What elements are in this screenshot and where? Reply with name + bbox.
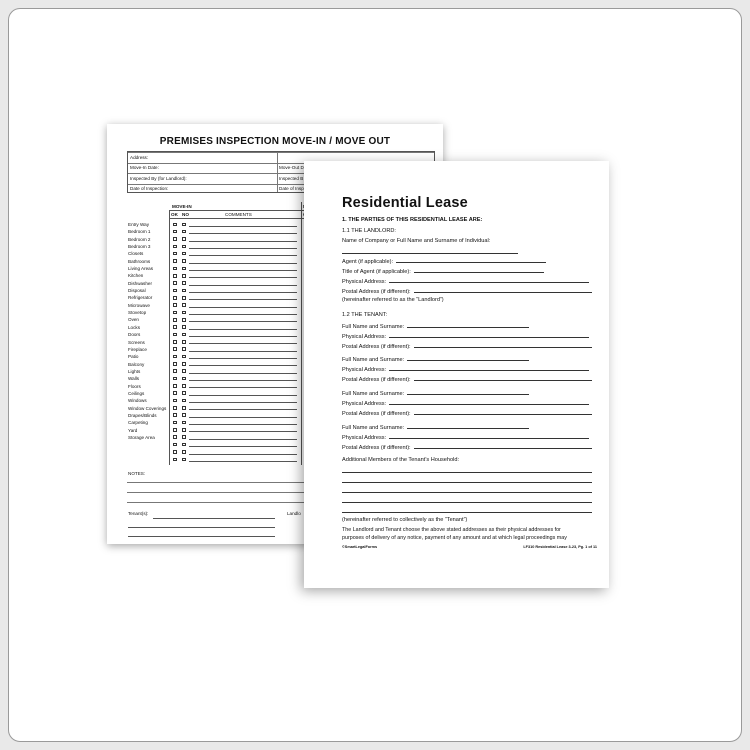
room-label: Bedroom 3 <box>128 244 151 250</box>
no-checkbox[interactable] <box>182 413 186 417</box>
room-label: Window Coverings <box>128 405 167 411</box>
checklist-row <box>171 390 297 397</box>
no-checkbox[interactable] <box>182 318 186 322</box>
no-checkbox[interactable] <box>182 443 186 447</box>
tenant-heading: 1.2 THE TENANT: <box>342 312 388 318</box>
comment-line[interactable] <box>189 409 297 410</box>
comment-line[interactable] <box>189 380 297 381</box>
room-label: Locks <box>128 324 141 330</box>
ok-checkbox[interactable] <box>173 259 177 263</box>
no-checkbox[interactable] <box>182 259 186 263</box>
landlord-heading: 1.1 THE LANDLORD: <box>342 228 396 234</box>
ok-checkbox[interactable] <box>173 421 177 425</box>
ok-checkbox[interactable] <box>173 435 177 439</box>
ok-checkbox[interactable] <box>173 391 177 395</box>
header-inspection-date-right-label: Date of Insp <box>279 186 304 191</box>
landlord-postal-address-label: Postal Address (if different): <box>342 289 411 295</box>
room-label: Dishwasher <box>128 280 152 286</box>
room-label: Kitchen <box>128 273 144 279</box>
room-label: Microwave <box>128 302 150 308</box>
no-checkbox[interactable] <box>182 369 186 373</box>
ok-checkbox[interactable] <box>173 296 177 300</box>
household-line <box>342 512 592 513</box>
no-checkbox[interactable] <box>182 252 186 256</box>
ok-checkbox[interactable] <box>173 428 177 432</box>
no-checkbox[interactable] <box>182 362 186 366</box>
room-label <box>128 456 166 463</box>
room-label: Walls <box>128 376 140 382</box>
header-movein-date-label: Move-In Date: <box>130 165 159 170</box>
no-checkbox[interactable] <box>182 230 186 234</box>
footer-brand: ©SmartLegalForms <box>342 545 378 549</box>
comment-line[interactable] <box>189 417 297 418</box>
header-address-label: Address: <box>130 154 149 160</box>
comment-line[interactable] <box>189 299 297 300</box>
no-checkbox[interactable] <box>182 303 186 307</box>
checklist-row <box>171 427 297 434</box>
comment-line[interactable] <box>189 446 297 447</box>
room-label: Patio <box>128 354 139 360</box>
ok-checkbox[interactable] <box>173 274 177 278</box>
room-label: Bathrooms <box>128 258 151 264</box>
household-line <box>342 472 592 473</box>
ok-checkbox[interactable] <box>173 325 177 329</box>
room-label <box>128 441 166 448</box>
household-line <box>342 492 592 493</box>
room-label: Living Areas <box>128 266 154 272</box>
checklist-row <box>171 405 297 412</box>
landlord-name-label: Name of Company or Full Name and Surname of Individual: <box>342 238 491 244</box>
comment-line[interactable] <box>189 314 297 315</box>
comment-line[interactable] <box>189 395 297 396</box>
no-checkbox[interactable] <box>182 267 186 271</box>
comment-line[interactable] <box>189 424 297 425</box>
room-label: Balcony <box>128 361 145 367</box>
header-inspected-by-right-label: Inspected B <box>279 175 304 181</box>
comment-line[interactable] <box>189 387 297 388</box>
tenant1-postal-address-label: Postal Address (if different): <box>342 344 411 350</box>
no-checkbox[interactable] <box>182 281 186 285</box>
comment-line[interactable] <box>189 307 297 308</box>
ok-checkbox[interactable] <box>173 311 177 315</box>
ok-checkbox[interactable] <box>173 333 177 337</box>
comment-line[interactable] <box>189 336 297 337</box>
no-checkbox[interactable] <box>182 428 186 432</box>
ok-checkbox[interactable] <box>173 245 177 249</box>
room-label: Fireplace <box>128 346 147 352</box>
ok-checkbox[interactable] <box>173 230 177 234</box>
ok-checkbox[interactable] <box>173 252 177 256</box>
comment-line[interactable] <box>189 461 297 462</box>
header-inspection-date-label: Date of Inspection: <box>130 186 169 191</box>
room-label: Bedroom 1 <box>128 229 151 235</box>
checklist-row <box>171 258 297 265</box>
no-checkbox[interactable] <box>182 399 186 403</box>
checklist-row <box>171 419 297 426</box>
ok-checkbox[interactable] <box>173 355 177 359</box>
ok-checkbox[interactable] <box>173 347 177 351</box>
ok-checkbox[interactable] <box>173 443 177 447</box>
tenant3-physical-address-label: Physical Address: <box>342 401 387 407</box>
checklist-row <box>171 228 297 235</box>
checklist-row <box>171 280 297 287</box>
room-label: Entry Way <box>128 222 150 227</box>
no-checkbox[interactable] <box>182 340 186 344</box>
no-checkbox[interactable] <box>182 450 186 454</box>
ok-checkbox[interactable] <box>173 267 177 271</box>
header-inspected-by-label: Inspected By (for Landlord): <box>130 175 187 181</box>
no-checkbox[interactable] <box>182 347 186 351</box>
room-list <box>128 221 166 463</box>
room-label: Storage Area <box>128 434 155 440</box>
comment-line[interactable] <box>189 431 297 432</box>
residential-lease-sheet <box>304 161 609 588</box>
no-checkbox[interactable] <box>182 421 186 425</box>
no-checkbox[interactable] <box>182 391 186 395</box>
comment-line[interactable] <box>189 343 297 344</box>
household-line <box>342 502 592 503</box>
footer-page-info: LF310 Residential Lease 3-23, Pg. 1 of 11 <box>523 545 597 549</box>
checklist-row <box>171 302 297 309</box>
tenant-signature-line <box>153 518 275 519</box>
no-checkbox[interactable] <box>182 355 186 359</box>
no-checkbox[interactable] <box>182 333 186 337</box>
comments-column-header: COMMENTS <box>225 212 252 217</box>
checklist-row <box>171 441 297 448</box>
no-checkbox[interactable] <box>182 311 186 315</box>
ok-checkbox[interactable] <box>173 384 177 388</box>
comment-line[interactable] <box>189 321 297 322</box>
addresses-paragraph-line-1: The Landlord and Tenant choose the above stated addresses as their physical addresses for <box>342 527 561 533</box>
checklist-row <box>171 309 297 316</box>
no-checkbox[interactable] <box>182 296 186 300</box>
tenant4-name-label: Full Name and Surname: <box>342 425 405 431</box>
no-checkbox[interactable] <box>182 458 186 462</box>
checklist-row <box>171 361 297 368</box>
comment-line[interactable] <box>189 241 297 242</box>
comment-line[interactable] <box>189 365 297 366</box>
ok-checkbox[interactable] <box>173 281 177 285</box>
ok-checkbox[interactable] <box>173 406 177 410</box>
room-label: Floors <box>128 383 141 389</box>
checklist-row <box>171 236 297 243</box>
comment-line[interactable] <box>189 439 297 440</box>
tenant4-postal-address-label: Postal Address (if different): <box>342 445 411 451</box>
ok-checkbox[interactable] <box>173 303 177 307</box>
no-checkbox[interactable] <box>182 274 186 278</box>
room-label: Drapes/Blinds <box>128 412 157 418</box>
no-checkbox[interactable] <box>182 245 186 249</box>
ok-checkbox[interactable] <box>173 377 177 381</box>
tenant4-physical-address-label: Physical Address: <box>342 435 387 441</box>
household-members-label: Additional Members of the Tenant’s Household: <box>342 457 460 463</box>
no-checkbox[interactable] <box>182 435 186 439</box>
ok-checkbox[interactable] <box>173 318 177 322</box>
checklist-row <box>171 243 297 250</box>
room-label: Oven <box>128 317 139 323</box>
room-label: Screens <box>128 339 145 345</box>
no-checkbox[interactable] <box>182 223 186 227</box>
checklist-row <box>171 346 297 353</box>
tenant-signature-line <box>128 536 275 537</box>
room-label: Yard <box>128 427 138 433</box>
checklist-row <box>171 324 297 331</box>
checklist-row <box>171 397 297 404</box>
comment-line[interactable] <box>189 351 297 352</box>
no-checkbox[interactable] <box>182 289 186 293</box>
tenant1-name-label: Full Name and Surname: <box>342 324 405 330</box>
room-label: Stovetop <box>128 310 147 316</box>
checklist-row <box>171 353 297 360</box>
checklist-row <box>171 375 297 382</box>
lease-title: Residential Lease <box>342 195 468 211</box>
tenant3-name-label: Full Name and Surname: <box>342 391 405 397</box>
checklist-row <box>171 383 297 390</box>
checklist-row <box>171 449 297 456</box>
checklist-row <box>171 331 297 338</box>
checklist-row <box>171 316 297 323</box>
ok-checkbox[interactable] <box>173 237 177 241</box>
comment-line[interactable] <box>189 329 297 330</box>
ok-checkbox[interactable] <box>173 340 177 344</box>
room-label: Refrigerator <box>128 295 153 301</box>
parties-heading: 1. THE PARTIES OF THIS RESIDENTIAL LEASE ARE: <box>342 217 483 223</box>
tenant3-postal-address-label: Postal Address (if different): <box>342 411 411 417</box>
ok-checkbox[interactable] <box>173 458 177 462</box>
ok-checkbox[interactable] <box>173 223 177 227</box>
comment-line[interactable] <box>189 270 297 271</box>
comment-line[interactable] <box>189 373 297 374</box>
landlord-physical-address-label: Physical Address: <box>342 279 387 285</box>
checklist-row <box>171 287 297 294</box>
tenant2-postal-address-label: Postal Address (if different): <box>342 377 411 383</box>
checklist-row <box>171 412 297 419</box>
comment-line[interactable] <box>189 402 297 403</box>
checklist-row <box>171 294 297 301</box>
comment-line[interactable] <box>189 277 297 278</box>
room-label: Ceilings <box>128 390 145 396</box>
agent-title-label: Title of Agent (if applicable): <box>342 269 411 275</box>
comment-line[interactable] <box>189 358 297 359</box>
tenant2-name-label: Full Name and Surname: <box>342 357 405 363</box>
landlord-reference: (hereinafter referred to as the “Landlord”) <box>342 297 444 303</box>
comment-line[interactable] <box>189 226 297 227</box>
checklist-row <box>171 272 297 279</box>
inspection-form-title: PREMISES INSPECTION MOVE-IN / MOVE OUT <box>159 136 391 147</box>
move-in-checklist <box>171 221 297 463</box>
ok-checkbox[interactable] <box>173 399 177 403</box>
comment-line[interactable] <box>189 454 297 455</box>
landlord-name-line <box>342 253 518 254</box>
no-checkbox[interactable] <box>182 384 186 388</box>
no-column-header: NO <box>182 212 189 217</box>
checklist-row <box>171 456 297 463</box>
checklist-row <box>171 221 297 228</box>
checklist-row <box>171 339 297 346</box>
no-checkbox[interactable] <box>182 406 186 410</box>
checklist-row <box>171 368 297 375</box>
room-label <box>128 449 166 456</box>
no-checkbox[interactable] <box>182 237 186 241</box>
ok-checkbox[interactable] <box>173 413 177 417</box>
comment-line[interactable] <box>189 255 297 256</box>
move-in-section-label: MOVE-IN <box>172 204 192 209</box>
ok-checkbox[interactable] <box>173 450 177 454</box>
checklist-row <box>171 265 297 272</box>
ok-checkbox[interactable] <box>173 369 177 373</box>
checklist-row <box>171 250 297 257</box>
room-label: Closets <box>128 251 144 257</box>
room-label: Windows <box>128 398 147 404</box>
room-label: Lights <box>128 368 141 374</box>
ok-column-header: OK <box>171 212 178 217</box>
ok-checkbox[interactable] <box>173 362 177 366</box>
comment-line[interactable] <box>189 233 297 234</box>
ok-checkbox[interactable] <box>173 289 177 293</box>
comment-line[interactable] <box>189 285 297 286</box>
addresses-paragraph-line-2: purposes of delivery of any notice, payment of any amount and at which legal proceedings may <box>342 535 567 541</box>
agent-label: Agent (if applicable): <box>342 259 393 265</box>
checklist-row <box>171 434 297 441</box>
room-label: Doors <box>128 332 141 338</box>
tenant1-physical-address-label: Physical Address: <box>342 334 387 340</box>
household-line <box>342 482 592 483</box>
landlord-signature-label: Landlo <box>287 511 301 516</box>
no-checkbox[interactable] <box>182 325 186 329</box>
comment-line[interactable] <box>189 248 297 249</box>
room-label: Bedroom 2 <box>128 236 151 242</box>
tenant-signature-line <box>128 527 275 528</box>
comment-line[interactable] <box>189 292 297 293</box>
notes-label: NOTES: <box>128 471 146 476</box>
tenant-signature-label: Tenant(s): <box>128 511 149 516</box>
comment-line[interactable] <box>189 263 297 264</box>
no-checkbox[interactable] <box>182 377 186 381</box>
tenant2-physical-address-label: Physical Address: <box>342 367 387 373</box>
tenant-reference: (hereinafter referred to collectively as the “Tenant”) <box>342 517 468 523</box>
header-moveout-date-label: Move-Out D <box>279 165 304 170</box>
room-label: Disposal <box>128 288 146 294</box>
room-label: Carpeting <box>128 420 148 426</box>
